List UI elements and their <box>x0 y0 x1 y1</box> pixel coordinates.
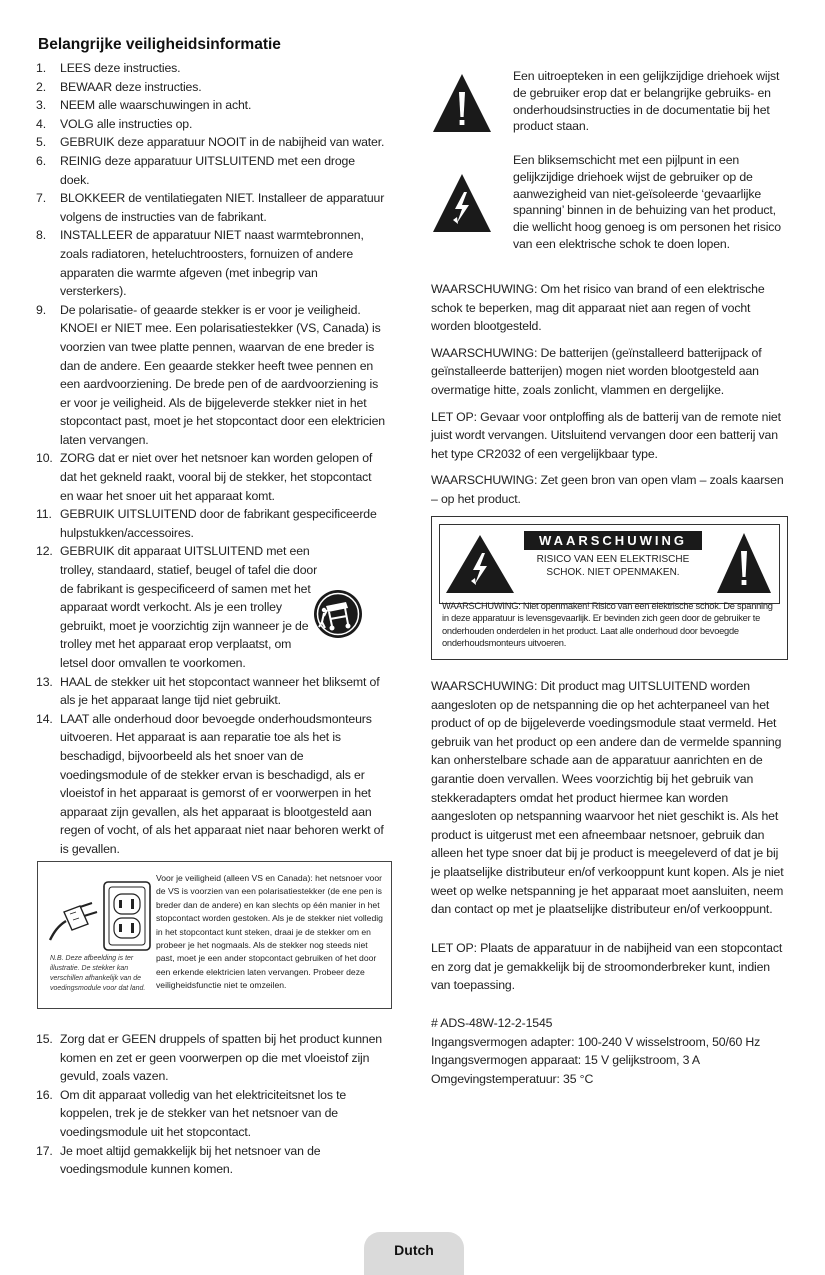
list-item <box>36 505 386 542</box>
spec-device-input: Ingangsvermogen apparaat: 15 V gelijkstroom, 3 A <box>431 1053 700 1068</box>
outlet-note-section <box>431 939 789 1003</box>
item-text: NEEM alle waarschuwingen in acht. <box>60 98 252 113</box>
item-number: 15. <box>36 1032 53 1046</box>
warning-batteries: WAARSCHUWING: De batterijen (geïnstalleerd batterijpack of geïnstalleerde batterijen) mogen niet worden blootgesteld aan overmatige hitte, zoals zonlicht, vlammen en dergelijke. <box>431 345 762 397</box>
warning-label-title: WAARSCHUWING <box>524 531 702 550</box>
item-number: 14. <box>36 711 53 726</box>
item-text: BLOKKEER de ventilatiegaten NIET. Installeer de apparatuur volgens de instructies van de fabrikant. <box>60 191 385 224</box>
item-text: GEBRUIK dit apparaat UITSLUITEND met een trolley, standaard, statief, beugel of tafel die door de fabrikant is gespecificeerd of samen met het apparaat wordt verkocht. Als je een trolley gebruikt, moet je voorzichtig zijn wanneer je de trolley met het apparaat erop verplaatst, om letsel door omvallen te voorkomen. <box>60 544 318 670</box>
spec-ambient-temperature: Omgevingstemperatuur: 35 °C <box>431 1071 594 1086</box>
instructions-list-a <box>36 59 386 859</box>
item-text: INSTALLEER de apparatuur NIET naast warmtebronnen, zoals radiatoren, heteluchtroosters, fornuizen of andere apparaten die warmte afgeven (met inbegrip van versterkers). <box>60 228 364 299</box>
item-number: 6. <box>36 153 46 168</box>
item-text: GEBRUIK UITSLUITEND door de fabrikant gespecificeerde hulpstukken/accessoires. <box>60 507 377 540</box>
item-text: ZORG dat er niet over het netsnoer kan worden gelopen of dat het gekneld raakt, vooral bij de stekker, het stopcontact en waar het snoer uit het apparaat komt. <box>60 451 373 503</box>
item-text: VOLG alle instructies op. <box>60 116 193 131</box>
warning-moisture: WAARSCHUWING: Om het risico van brand of een elektrische schok te beperken, mag dit apparaat niet aan regen of vocht worden blootgesteld. <box>431 282 765 334</box>
lightning-symbol-row <box>431 152 789 252</box>
trolley-warning-icon <box>312 588 364 640</box>
list-item <box>36 673 386 710</box>
list-item <box>36 1142 386 1179</box>
item-number: 3. <box>36 98 46 113</box>
warning-label-text: WAARSCHUWING: Niet openmaken! Risico van een elektrische schok. De spanning in deze apparatuur is levensgevaarlijk. Er bevinden zich geen door de gebruiker te onderhouden onderdelen in het product. Laat alle onderhoud door bevoegde onderhoudsmonteurs uitvoeren. <box>442 601 773 649</box>
item-text: LEES deze instructies. <box>60 61 181 75</box>
list-item <box>36 1086 386 1142</box>
list-item <box>36 115 386 134</box>
instructions-list-b <box>36 1030 386 1179</box>
list-item <box>36 449 386 505</box>
warning-power-supply: WAARSCHUWING: Dit product mag UITSLUITEND worden aangesloten op de netspanning die op het achterpaneel van het product of op de bijgeleverde voedingsmodule staat vermeld. Het gebruik van het product op een andere dan de vermelde spanning kan onherstelbare schade aan de apparatuur aanrichten en de garantie doen vervallen. Wees voorzichtig bij het gebruik van stekkeradapters omdat het product hiermee kan worden aangesloten op netspanning waarvoor het niet geschikt is. Als het product is uitgerust met een afneembaar netsnoer, gebruik dan alleen het type snoer dat bij je product is meegeleverd of dat je bij je plaatselijke distributeur en/of verkooppunt kunt kopen. Als je niet weet op welke netspanning je het apparaat moet aansluiten, neem dan contact op met je plaatselijke distributeur en/of verkooppunt. <box>431 679 784 917</box>
item-number: 13. <box>36 674 53 689</box>
polarized-plug-box <box>37 861 392 1009</box>
item-text: LAAT alle onderhoud door bevoegde onderhoudsmonteurs uitvoeren. Het apparaat is aan reparatie toe als het is beschadigd, bijvoorbeeld als het snoer van de voedingsmodule of de stekker ervan is beschadigd, als er vloeistof in het apparaat is gemorst of er voorwerpen in het apparaat zijn gevallen, als het apparaat is blootgesteld aan regen of vocht, of als het apparaat niet naar behoren werkt of is gevallen. <box>60 711 384 856</box>
caution-battery-replacement: LET OP: Gevaar voor ontploffing als de batterij van de remote niet juist wordt vervangen. Uitsluitend vervangen door een batterij van het type CR2032 of een vergelijkbaar type. <box>431 409 781 461</box>
item-text: REINIG deze apparatuur UITSLUITEND met een droge doek. <box>60 153 355 187</box>
item-number: 1. <box>36 61 46 75</box>
warning-label <box>439 524 780 604</box>
item-number: 7. <box>36 191 46 206</box>
list-item <box>36 1030 386 1086</box>
item-number: 5. <box>36 135 46 150</box>
list-item <box>36 59 386 78</box>
item-number: 16. <box>36 1087 53 1102</box>
item-text: De polarisatie- of geaarde stekker is er voor je veiligheid. KNOEI er NIET mee. Een polarisatiestekker (VS, Canada) is voorzien van twee platte pennen, waarvan de ene breder is dan de andere. Een geaarde stekker heeft twee pennen en een aardvoorziening. De brede pen of de aardvoorziening is er voor je veiligheid. Als de bijgeleverde stekker niet in het stopcontact past, moet je het stopcontact door een elektricien laten vervangen. <box>60 302 385 447</box>
list-item <box>36 78 386 97</box>
item-number: 17. <box>36 1143 53 1158</box>
spec-adapter-input: Ingangsvermogen adapter: 100-240 V wisselstroom, 50/60 Hz <box>431 1034 761 1049</box>
item-text: Zorg dat er GEEN druppels of spatten bij het product kunnen komen en zet er geen voorwerpen op die met vloeistof zijn gevuld, zoals vazen. <box>60 1032 382 1084</box>
list-item <box>36 96 386 115</box>
list-item <box>36 710 386 859</box>
electric-shock-warning-box <box>431 516 788 660</box>
item-text: BEWAAR deze instructies. <box>60 79 202 94</box>
list-item <box>36 189 386 226</box>
spec-model-number: # ADS-48W-12-2-1545 <box>431 1016 553 1030</box>
language-tab: Dutch <box>364 1232 464 1275</box>
polarized-plug-text: Voor je veiligheid (alleen VS en Canada): het netsnoer voor de VS is voorzien van een polarisatiestekker (de ene pen is breder dan de andere) en kan slechts op één manier in het stopcontact worden gestoken. Als je de stekker niet volledig in het stopcontact kunt steken, draai je de stekker om en probeer je het nogmaals. Als de stekker nog steeds niet past, moet je een ander stopcontact gebruiken of het door een erkende elektricien laten vervangen. Probeer deze veiligheidsfunctie niet te omzeilen. <box>156 873 383 991</box>
power-warning-section <box>431 677 789 927</box>
item-text: HAAL de stekker uit het stopcontact wanneer het bliksemt of als je het apparaat lange tijd niet gebruikt. <box>60 674 380 708</box>
specs-section <box>431 1014 789 1088</box>
item-number: 9. <box>36 302 46 317</box>
list-item <box>36 152 386 189</box>
list-item <box>36 226 386 300</box>
item-text: Je moet altijd gemakkelijk bij het netsnoer van de voedingsmodule kunnen komen. <box>60 1143 321 1177</box>
list-item <box>36 542 386 672</box>
item-number: 10. <box>36 451 53 466</box>
item-text: Om dit apparaat volledig van het elektriciteitsnet los te koppelen, trek je de stekker van het netsnoer van de voedingsmodule uit het stopcontact. <box>60 1087 347 1139</box>
plug-outlet-illustration <box>46 874 156 954</box>
list-item <box>36 301 386 450</box>
exclamation-symbol-text: Een uitroepteken in een gelijkzijdige driehoek wijst de gebruiker erop dat er belangrijke gebruiks- en onderhoudsinstructies in de documentatie bij het product staan. <box>513 69 780 134</box>
caution-outlet: LET OP: Plaats de apparatuur in de nabijheid van een stopcontact en zorg dat je gemakkelijk bij de stroomonderbreker kunt, indien van toepassing. <box>431 941 783 993</box>
warning-open-flame: WAARSCHUWING: Zet geen bron van open vlam – zoals kaarsen – op het product. <box>431 473 784 506</box>
exclamation-triangle-icon <box>715 531 773 597</box>
plug-illustration-note: N.B. Deze afbeelding is ter illustratie. De stekker kan verschillen afhankelijk van de voedingsmodule voor dat land. <box>50 955 146 992</box>
exclamation-triangle-icon <box>431 72 493 134</box>
exclamation-symbol-row <box>431 68 789 138</box>
item-number: 8. <box>36 228 46 243</box>
item-number: 11. <box>36 507 52 522</box>
list-item <box>36 133 386 152</box>
item-number: 2. <box>36 79 46 94</box>
lightning-symbol-text: Een bliksemschicht met een pijlpunt in een gelijkzijdige driehoek wijst de gebruiker op de aanwezigheid van niet-geïsoleerde ‘gevaarlijke spanning’ binnen in de behuizing van het product, die wellicht hoog genoeg is om personen het risico van een elektrische schok te doen lopen. <box>513 153 781 251</box>
item-text: GEBRUIK deze apparatuur NOOIT in de nabijheid van water. <box>60 135 385 150</box>
lightning-triangle-icon <box>444 533 516 595</box>
warnings-section <box>431 280 789 517</box>
warning-label-subtitle: RISICO VAN EEN ELEKTRISCHE SCHOK. NIET OPENMAKEN. <box>536 554 690 578</box>
item-number: 4. <box>36 116 46 131</box>
item-number: 12. <box>36 544 53 559</box>
lightning-triangle-icon <box>431 172 493 234</box>
page-title: Belangrijke veiligheidsinformatie <box>38 36 281 53</box>
